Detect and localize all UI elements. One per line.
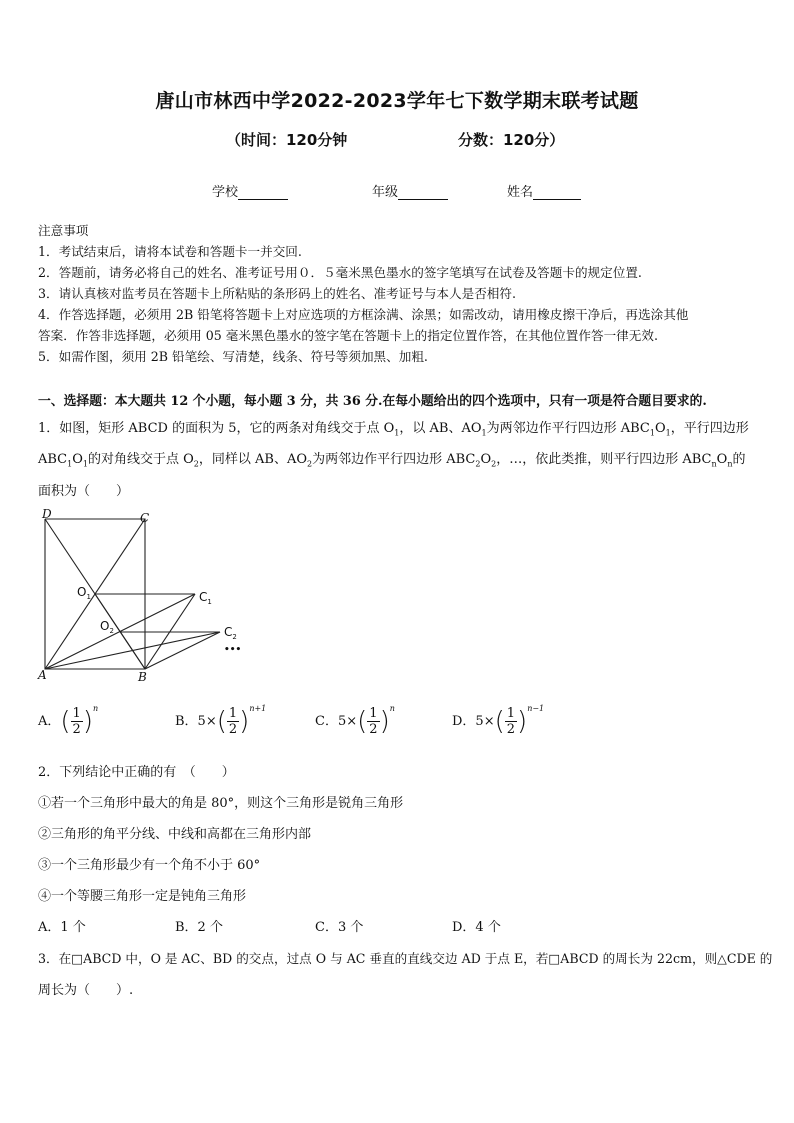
q2-option-d[interactable]: D．4 个: [452, 920, 501, 935]
label-d: D: [42, 507, 52, 521]
label-a: A: [38, 668, 47, 682]
q1-figure: [30, 506, 250, 686]
label-o2: $O_2$: [100, 619, 114, 635]
notice-item: 4．作答选择题，必须用 2B 铅笔将答题卡上对应选项的方框涂满、涂黑；如需改动，请用橡皮擦干净后，再选涂其他: [38, 307, 689, 322]
label-b: B: [138, 670, 147, 684]
grade-field: [372, 181, 448, 200]
label-c: C: [140, 511, 150, 525]
notice-item: 2．答题前，请务必将自己的姓名、准考证号用０．５毫米黑色墨水的签字笔填写在试卷及答题卡的规定位置.: [38, 265, 642, 280]
q1-line1: 1．如图，矩形 ABCD 的面积为 5，它的两条对角线交于点 $O_1$，以 AB、$AO_1$为两邻边作平行四边形 $ABC_1O_1$，平行四边形: [38, 421, 749, 438]
q2-stem: 2．下列结论中正确的有 （ ）: [38, 765, 235, 780]
q1-option-a[interactable]: A．( $\frac{1}{2}$ )$^n$: [38, 704, 99, 737]
q2-statement-2: ②三角形的角平分线、中线和高都在三角形内部: [38, 827, 312, 842]
section-heading: 一、选择题：本大题共 12 个小题，每小题 3 分，共 36 分.在每小题给出的四个选项中，只有一项是符合题目要求的.: [38, 394, 707, 409]
q1-line2: $ABC_1O_1$的对角线交于点 $O_2$，同样以 AB、$AO_2$为两邻边作平行四边形 $ABC_2O_2$，…，依此类推，则平行四边形 $ABC_nO_n$的: [38, 452, 746, 469]
name-blank[interactable]: [533, 186, 581, 200]
name-label: 姓名: [507, 185, 534, 200]
grade-label: 年级: [372, 185, 399, 200]
exam-score: 分数：120分）: [458, 131, 565, 149]
q2-option-a[interactable]: A．1 个: [38, 920, 86, 935]
q2-statement-1: ①若一个三角形中最大的角是 80°，则这个三角形是锐角三角形: [38, 796, 404, 811]
notice-item: 答案．作答非选择题，必须用 05 毫米黑色墨水的签字笔在答题卡上的指定位置作答，在其他位置作答一律无效.: [38, 328, 658, 343]
q1-line3: 面积为（ ）: [38, 484, 130, 499]
q3-line2: 周长为（ ）.: [38, 983, 134, 998]
school-field: [212, 181, 288, 200]
q3-line1: 3．在□ABCD 中，O 是 AC、BD 的交点，过点 O 与 AC 垂直的直线交边 AD 于点 E，若□ABCD 的周长为 22cm，则△CDE 的: [38, 951, 773, 966]
q1-option-b[interactable]: B．5×( $\frac{1}{2}$ )$^{n+1}$: [175, 704, 267, 737]
page-title: 唐山市林西中学2022-2023学年七下数学期末联考试题: [155, 90, 639, 112]
notice-heading: 注意事项: [38, 223, 89, 238]
notice-item: 5．如需作图，须用 2B 铅笔绘、写清楚，线条、符号等须加黑、加粗.: [38, 349, 428, 364]
label-c1: $C_1$: [199, 590, 212, 606]
label-o1: $O_1$: [77, 585, 91, 601]
school-blank[interactable]: [238, 186, 288, 200]
name-field: [507, 181, 581, 200]
exam-time: （时间：120分钟: [226, 131, 348, 149]
q2-option-c[interactable]: C．3 个: [315, 920, 364, 935]
school-label: 学校: [212, 185, 239, 200]
q2-option-b[interactable]: B．2 个: [175, 920, 223, 935]
q2-statement-4: ④一个等腰三角形一定是钝角三角形: [38, 889, 247, 904]
grade-blank[interactable]: [398, 186, 448, 200]
ellipsis-dots: •••: [224, 645, 242, 655]
q1-option-c[interactable]: C．5×( $\frac{1}{2}$ )$^n$: [315, 704, 395, 737]
q1-option-d[interactable]: D．5×( $\frac{1}{2}$ )$^{n-1}$: [452, 704, 545, 737]
notice-item: 1．考试结束后，请将本试卷和答题卡一并交回.: [38, 244, 302, 259]
label-c2: $C_2$: [224, 625, 237, 641]
notice-item: 3．请认真核对监考员在答题卡上所粘贴的条形码上的姓名、准考证号与本人是否相符.: [38, 286, 516, 301]
q2-statement-3: ③一个三角形最少有一个角不小于 60°: [38, 858, 261, 873]
segment-c2b: [145, 632, 220, 669]
